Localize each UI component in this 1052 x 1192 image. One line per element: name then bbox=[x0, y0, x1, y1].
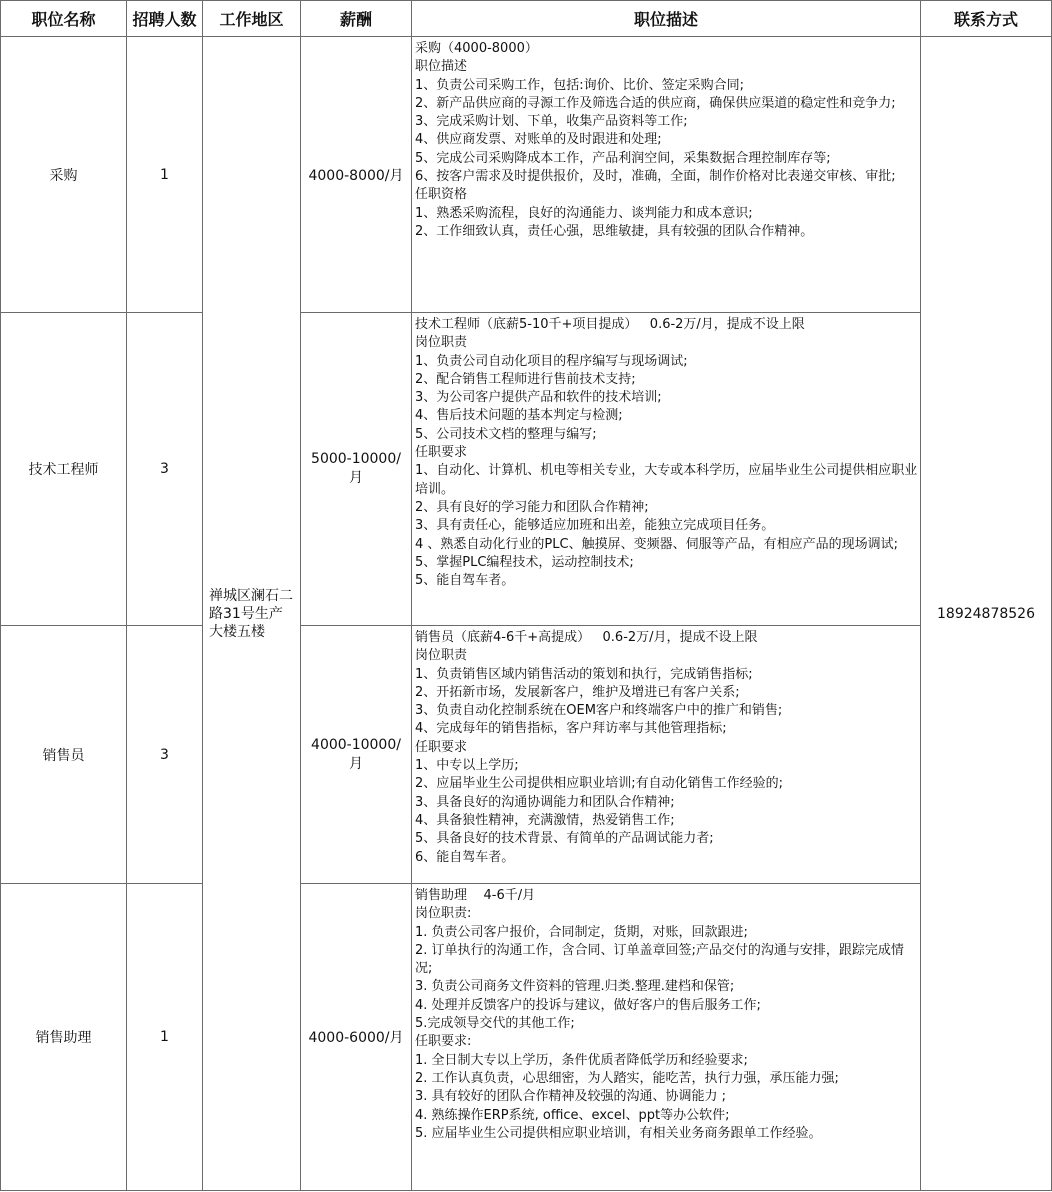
description-line: 任职要求 bbox=[415, 445, 468, 461]
job-description bbox=[412, 37, 921, 313]
job-description bbox=[412, 626, 921, 884]
position-name: 采购 bbox=[1, 37, 127, 313]
contact-phone: 18924878526 bbox=[921, 37, 1052, 1191]
headcount: 3 bbox=[127, 313, 203, 626]
table-row bbox=[1, 313, 1052, 626]
salary: 4000-8000/月 bbox=[301, 37, 412, 313]
work-location: 禅城区澜石二路31号生产大楼五楼 bbox=[203, 37, 301, 1191]
description-line: 岗位职责: bbox=[415, 906, 472, 922]
description-line: 4 、熟悉自动化行业的PLC、触摸屏、变频器、伺服等产品，有相应产品的现场调试; bbox=[415, 536, 898, 552]
header-salary: 薪酬 bbox=[301, 1, 412, 37]
salary: 5000-10000/月 bbox=[301, 313, 412, 626]
description-line: 采购（4000-8000） bbox=[415, 41, 538, 56]
description-line: 1. 负责公司客户报价，合同制定，货期，对账，回款跟进; bbox=[415, 924, 748, 940]
job-description bbox=[412, 884, 921, 1191]
headcount: 3 bbox=[127, 626, 203, 884]
description-line: 5、完成公司采购降成本工作，产品利润空间，采集数据合理控制库存等; bbox=[415, 150, 831, 166]
description-line: 职位描述 bbox=[415, 59, 468, 75]
description-line: 5.完成领导交代的其他工作; bbox=[415, 1016, 575, 1032]
description-line: 1、自动化、计算机、机电等相关专业，大专或本科学历，应届毕业生公司提供相应职业培训。 bbox=[415, 463, 918, 497]
table-row bbox=[1, 37, 1052, 313]
description-line: 3、具备良好的沟通协调能力和团队合作精神; bbox=[415, 794, 675, 810]
description-line: 2. 订单执行的沟通工作，含合同、订单盖章回签;产品交付的沟通与安排，跟踪完成情况; bbox=[415, 942, 904, 977]
description-line: 2. 工作认真负责，心思细密，为人踏实，能吃苦，执行力强，承压能力强; bbox=[415, 1070, 839, 1086]
description-line: 2、工作细致认真，责任心强，思维敏捷，具有较强的团队合作精神。 bbox=[415, 223, 814, 239]
description-line: 1、负责公司采购工作，包括:询价、比价、签定采购合同; bbox=[415, 77, 745, 93]
header-work-area: 工作地区 bbox=[203, 1, 301, 37]
description-line: 5、掌握PLC编程技术，运动控制技术; bbox=[415, 554, 634, 570]
salary: 4000-10000/月 bbox=[301, 626, 412, 884]
description-line: 1、中专以上学历; bbox=[415, 758, 519, 774]
description-line: 4、完成每年的销售指标，客户拜访率与其他管理指标; bbox=[415, 721, 727, 737]
headcount: 1 bbox=[127, 37, 203, 313]
description-line: 任职资格 bbox=[415, 187, 468, 203]
description-line: 岗位职责 bbox=[415, 335, 468, 351]
description-line: 5、能自驾车者。 bbox=[415, 573, 515, 589]
description-line: 技术工程师（底薪5-10千+项目提成） 0.6-2万/月，提成不设上限 bbox=[415, 317, 805, 332]
description-line: 3. 具有较好的团队合作精神及较强的沟通、协调能力 ; bbox=[415, 1089, 727, 1105]
description-line: 2、应届毕业生公司提供相应职业培训;有自动化销售工作经验的; bbox=[415, 776, 784, 792]
description-line: 销售助理 4-6千/月 bbox=[415, 888, 536, 903]
table-row bbox=[1, 626, 1052, 884]
description-line: 岗位职责 bbox=[415, 648, 468, 664]
description-line: 任职要求: bbox=[415, 1034, 472, 1050]
description-line: 2、具有良好的学习能力和团队合作精神; bbox=[415, 499, 649, 515]
description-line: 1、负责销售区域内销售活动的策划和执行，完成销售指标; bbox=[415, 666, 753, 682]
header-contact: 联系方式 bbox=[921, 1, 1052, 37]
description-line: 3、完成采购计划、下单，收集产品资料等工作; bbox=[415, 114, 688, 130]
description-line: 销售员（底薪4-6千+高提成） 0.6-2万/月，提成不设上限 bbox=[415, 630, 758, 645]
description-line: 3. 负责公司商务文件资料的管理.归类.整理.建档和保管; bbox=[415, 979, 735, 995]
description-line: 3、负责自动化控制系统在OEM客户和终端客户中的推广和销售; bbox=[415, 703, 783, 719]
description-line: 2、开拓新市场，发展新客户，维护及增进已有客户关系; bbox=[415, 684, 740, 700]
description-line: 任职要求 bbox=[415, 739, 468, 755]
description-line: 4、具备狼性精神，充满激情，热爱销售工作; bbox=[415, 812, 675, 828]
description-line: 5、具备良好的技术背景、有简单的产品调试能力者; bbox=[415, 831, 714, 847]
description-line: 4. 处理并反馈客户的投诉与建议，做好客户的售后服务工作; bbox=[415, 997, 761, 1013]
description-line: 4. 熟练操作ERP系统, office、excel、ppt等办公软件; bbox=[415, 1107, 730, 1123]
description-line: 4、售后技术问题的基本判定与检测; bbox=[415, 408, 623, 424]
salary: 4000-6000/月 bbox=[301, 884, 412, 1191]
position-name: 销售员 bbox=[1, 626, 127, 884]
header-description: 职位描述 bbox=[412, 1, 921, 37]
description-line: 1、熟悉采购流程，良好的沟通能力、谈判能力和成本意识; bbox=[415, 205, 753, 221]
table-row bbox=[1, 884, 1052, 1191]
description-line: 2、新产品供应商的寻源工作及筛选合适的供应商，确保供应渠道的稳定性和竞争力; bbox=[415, 95, 896, 111]
position-name: 销售助理 bbox=[1, 884, 127, 1191]
header-headcount: 招聘人数 bbox=[127, 1, 203, 37]
header-position-name: 职位名称 bbox=[1, 1, 127, 37]
description-line: 3、为公司客户提供产品和软件的技术培训; bbox=[415, 390, 662, 406]
description-line: 1、负责公司自动化项目的程序编写与现场调试; bbox=[415, 353, 688, 369]
description-line: 6、按客户需求及时提供报价，及时，准确，全面，制作价格对比表递交审核、审批; bbox=[415, 169, 896, 185]
description-line: 2、配合销售工程师进行售前技术支持; bbox=[415, 371, 636, 387]
position-name: 技术工程师 bbox=[1, 313, 127, 626]
description-line: 5、公司技术文档的整理与编写; bbox=[415, 426, 597, 442]
headcount: 1 bbox=[127, 884, 203, 1191]
description-line: 6、能自驾车者。 bbox=[415, 849, 515, 865]
description-line: 4、供应商发票、对账单的及时跟进和处理; bbox=[415, 132, 662, 148]
description-line: 5. 应届毕业生公司提供相应职业培训，有相关业务商务跟单工作经验。 bbox=[415, 1125, 822, 1141]
header-row bbox=[1, 1, 1052, 37]
description-line: 1. 全日制大专以上学历，条件优质者降低学历和经验要求; bbox=[415, 1052, 748, 1068]
job-description bbox=[412, 313, 921, 626]
description-line: 3、具有责任心，能够适应加班和出差，能独立完成项目任务。 bbox=[415, 518, 775, 534]
